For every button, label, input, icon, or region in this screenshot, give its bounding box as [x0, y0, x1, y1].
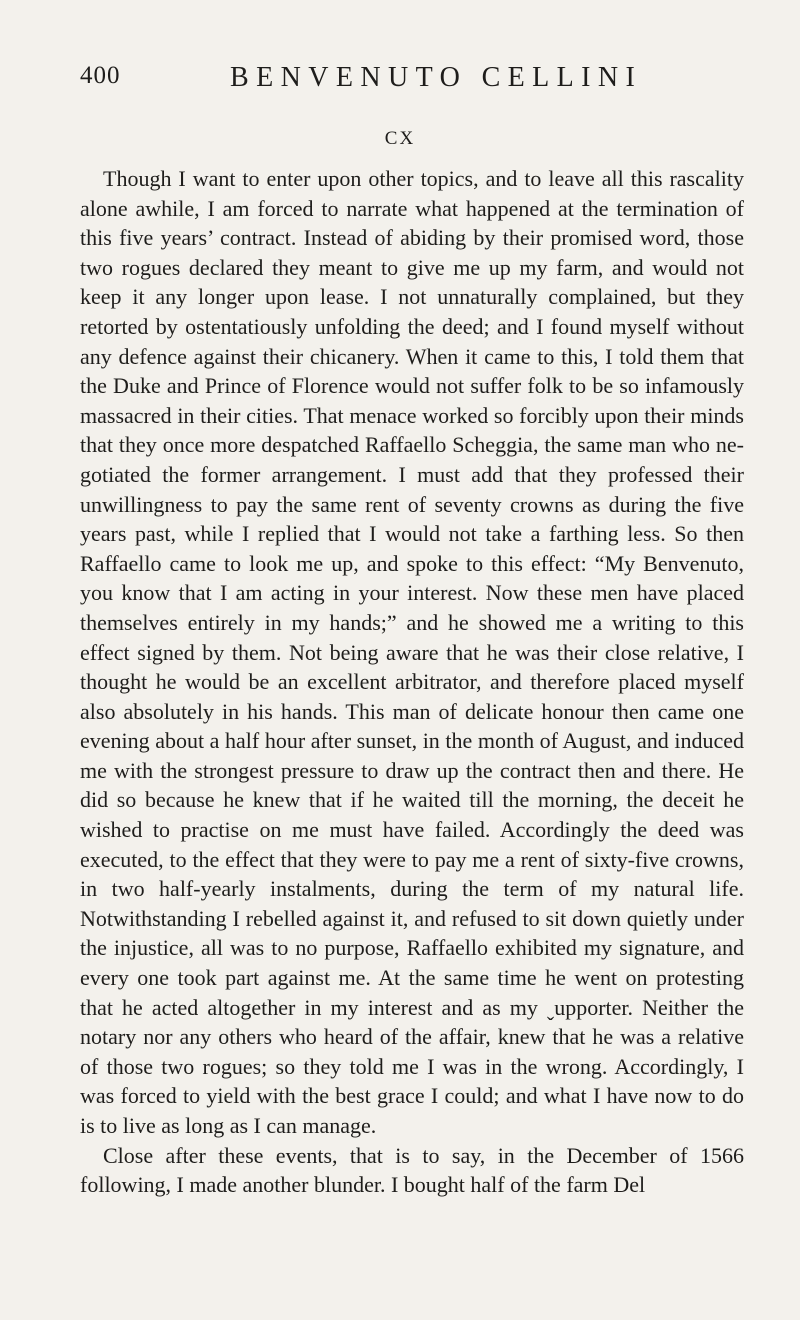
- running-head: [80, 62, 720, 102]
- chapter-heading: CX: [384, 128, 416, 149]
- paragraph: Close after these events, that is to say, in the December of 1566 following, I made another blunder. I bought half of the farm Del: [80, 1142, 744, 1198]
- page-number: 400: [80, 62, 121, 89]
- body-text: [80, 164, 744, 1200]
- paragraph: Though I want to enter upon other topics, and to leave all this rascality alone awhile, I am forced to narrate what happened at the termination of this five years’ contract. Instead of abiding by their promised word, those two rogues declared they meant to give me up my farm, and would not keep it any longer upon lease. I not unnaturally complained, but they retorted by ostentatiously unfolding the deed; and I found myself without any defence against their chicanery. When it came to this, I told them that the Duke and Prince of Florence would not suffer folk to be so infamously massacred in their cities. That menace worked so forcibly upon their minds that they once more despatched Raffaello Scheggia, the same man who negotiated the former arrangement. I must add that they professed their unwillingness to pay the same rent of seventy crowns as during the five years past, while I replied that I would not take a farthing less. So then Raffaello came to look me up, and spoke to this effect: “My Benvenuto, you know that I am acting in your interest. Now these men have placed themselves entirely in my hands;” and he showed me a writing to this effect signed by them. Not being aware that he was their close relative, I thought he would be an excellent arbitrator, and therefore placed myself also absolutely in his hands. This man of delicate honour then came one evening about a half hour after sunset, in the month of August, and induced me with the strongest pressure to draw up the contract then and there. He did so because he knew that if he waited till the morning, the deceit he wished to practise on me must have failed. Accordingly the deed was executed, to the effect that they were to pay me a rent of sixty-five crowns, in two half-yearly instalments, during the term of my natural life. Notwithstanding I rebelled against it, and refused to sit down quietly under the injustice, all was to no purpose, Raffaello exhibited my signature, and every one took part against me. At the same time he went on protesting that he acted altogether in my interest and as my ˬupporter. Neither the notary nor any others who heard of the affair, knew that he was a relative of those two rogues; so they told me I was in the wrong. Accordingly, I was forced to yield with the best grace I could; and what I have now to do is to live as long as I can manage.: [80, 166, 744, 1138]
- running-title: BENVENUTO CELLINI: [230, 62, 643, 93]
